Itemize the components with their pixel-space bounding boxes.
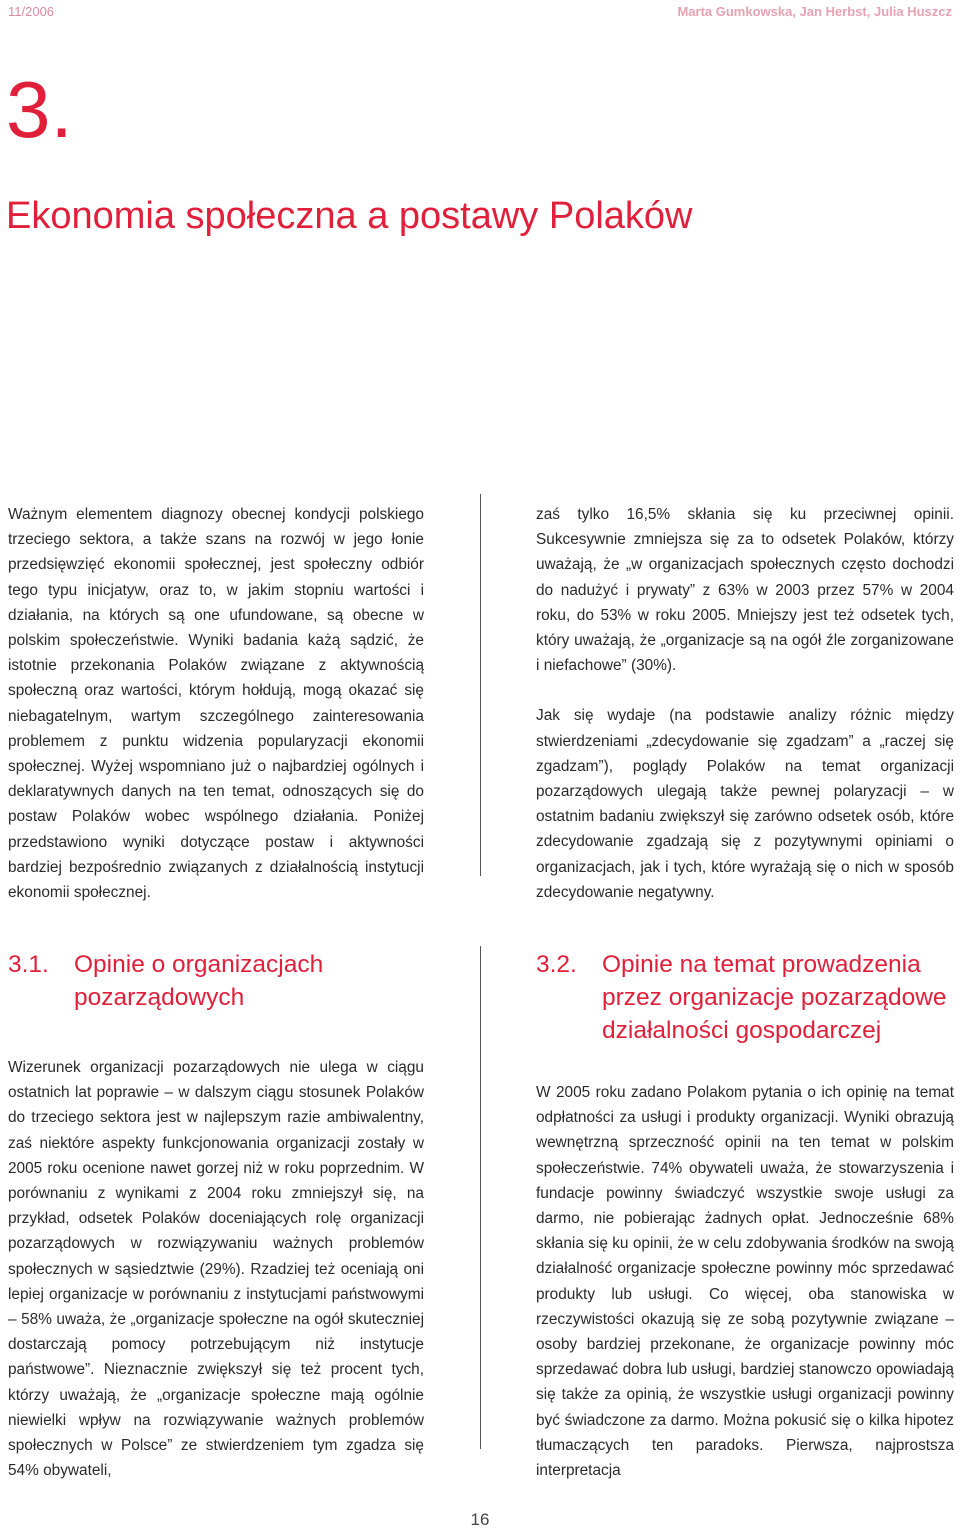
page-number: 16 — [470, 1510, 490, 1529]
issue-number: 11/2006 — [8, 3, 55, 19]
column-divider-bottom — [480, 946, 481, 1449]
section-3-1-paragraph: Wizerunek organizacji pozarządowych nie ulega w ciągu ostatnich lat poprawie – w dalszym ciągu stosunek Polaków do trzeciego sektora jest w najlepszym razie ambiwalentny, zaś niektóre aspekty funkcjonowania organizacji zostały w 2005 roku ocenione nawet gorzej niż w roku poprzednim. W porównaniu z wynikami z 2004 roku zmniejszył się, na przykład, odsetek Polaków doceniających rolę organizacji pozarządowych w rozwiązywaniu ważnych problemów społecznych w sąsiedztwie (29%). Rzadziej też oceniają oni lepiej organizacje w porównaniu z instytucjami państwowymi – 58% uważa, że „organizacje społeczne na ogół skuteczniej dostarczają pomocy potrzebującym niż instytucje państwowe”. Nieznacznie zwiększył się też procent tych, którzy uważają, że „organizacje społeczne mają ogólnie niewielki wpływ na rozwiązywanie ważnych problemów społecznych w Polsce” ze stwierdzeniem tym zgadza się 54% obywateli, — [8, 1059, 424, 1480]
section-3-1-body — [8, 1055, 424, 1483]
section-title: Opinie o organizacjach pozarządowych — [74, 951, 324, 1011]
section-number: 3.1. — [8, 951, 49, 978]
intro-right-column — [536, 502, 954, 905]
section-3-2-paragraph: W 2005 roku zadano Polakom pytania o ich opinię na temat odpłatności za usługi i produkty organizacji. Wyniki obrazują wewnętrzną sprzeczność opinii na ten temat w polskim społeczeństwie. 74% obywateli uważa, że stowarzyszenia i fundacje powinny świadczyć wszystkie swoje usługi za darmo, nie pobierając żadnych opłat. Jednocześnie 68% skłania się ku opinii, że w celu zdobywania środków na swoją działalność organizacje społeczne powinny móc sprzedawać produkty lub usługi. Co więcej, oba stanowiska w rzeczywistości okazują się ze sobą pozytywnie związane – osoby bardziej przekonane, że organizacje powinny móc sprzedawać dobra lub usługi, bardziej stanowczo opowiadają się także za opinią, że wszystkie usługi organizacji powinny być świadczone za darmo. Można pokusić się o kilka hipotez tłumaczących ten paradoks. Pierwsza, najprostsza interpretacja — [536, 1084, 954, 1480]
section-3-2-body — [536, 1080, 954, 1483]
intro-right-paragraph-2: Jak się wydaje (na podstawie analizy różnic między stwierdzeniami „zdecydowanie się zgadzam” a „raczej się zgadzam”), poglądy Polaków na temat organizacji pozarządowych ulegają także pewnej polaryzacji – w ostatnim badaniu zwiększył się zarówno odsetek osób, które zdecydowanie zgadzają się z pozytywnymi opiniami o organizacjach, jak i tych, które wyrażają się o nich w sposób zdecydowanie negatywny. — [536, 707, 954, 901]
chapter-number: 3. — [6, 65, 73, 154]
section-title: Opinie na temat prowadzenia przez organizacje pozarządowe działalności gospodarczej — [602, 951, 947, 1044]
intro-right-paragraph-1: zaś tylko 16,5% skłania się ku przeciwnej opinii. Sukcesywnie zmniejsza się za to odsetek Polaków, którzy uważają, że „w organizacjach społecznych często dochodzi do nadużyć i prywaty” z 63% w 2003 przez 57% w 2004 roku, do 53% w roku 2005. Mniejszy jest też odsetek tych, który uważają, że „organizacje są na ogół źle zorganizowane i niefachowe” (30%). — [536, 506, 954, 675]
running-header — [8, 0, 952, 22]
section-number: 3.2. — [536, 951, 577, 978]
authors: Marta Gumkowska, Jan Herbst, Julia Huszcz — [677, 3, 952, 19]
section-heading-3-1 — [8, 948, 428, 1018]
intro-left-column — [8, 502, 424, 905]
intro-left-paragraph: Ważnym elementem diagnozy obecnej kondycji polskiego trzeciego sektora, a także szans na rozwój w jego łonie przedsięwzięć ekonomii społecznej, jest społeczny odbiór tego typu inicjatyw, oraz to, w jakim stopniu wartości i działania, na których są one ufundowane, są obecne w polskim społeczeństwie. Wyniki badania każą sądzić, że istotnie przekonania Polaków związane z aktywnością społeczną oraz wartości, którym hołdują, mogą okazać się niebagatelnym, wartym szczególnego zainteresowania problemem z punktu widzenia popularyzacji ekonomii społecznej. Wyżej wspomniano już o najbardziej ogólnych i deklaratywnych danych na ten temat, odnoszących się do postaw Polaków wobec wspólnego działania. Poniżej przedstawiono wyniki dotyczące postaw i aktywności bardziej bezpośrednio związanych z działalnością instytucji ekonomii społecznej. — [8, 506, 424, 902]
section-heading-3-2 — [536, 948, 956, 1048]
chapter-title: Ekonomia społeczna a postawy Polaków — [6, 195, 693, 237]
column-divider-top — [480, 494, 481, 876]
